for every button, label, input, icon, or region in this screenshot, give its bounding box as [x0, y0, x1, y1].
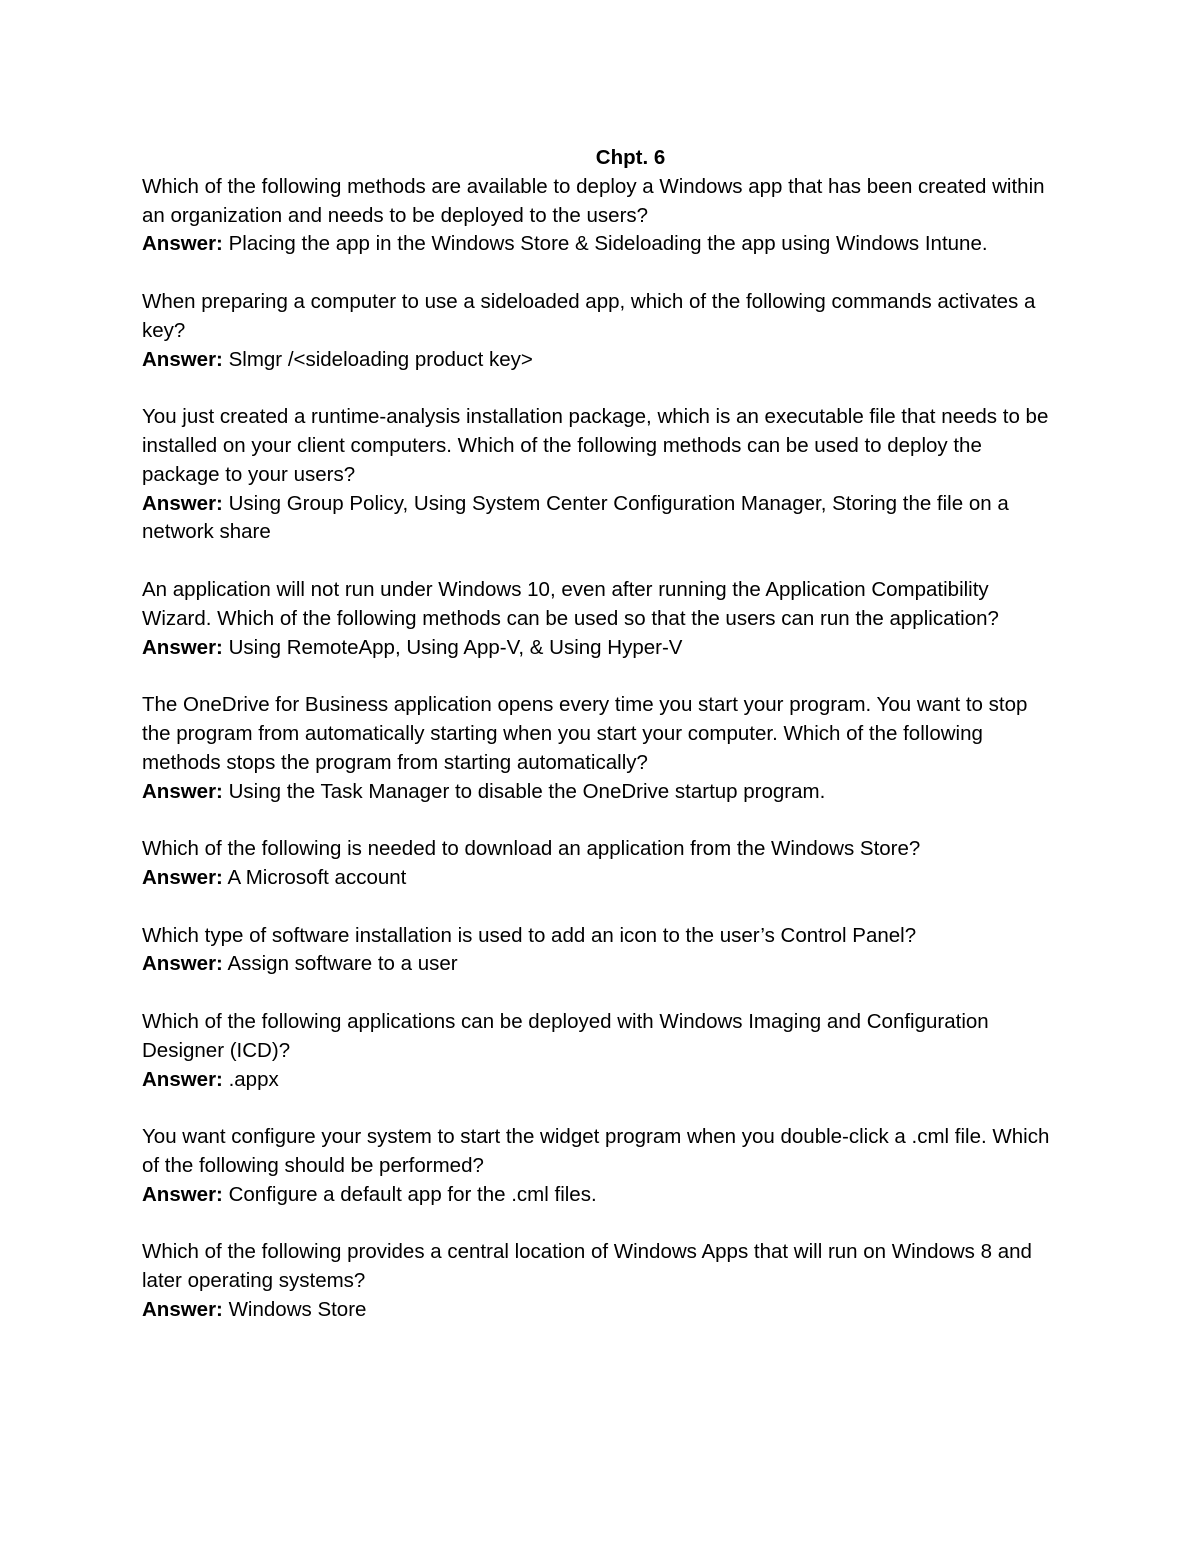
answer-label: Answer: — [142, 1067, 223, 1091]
answer-line — [142, 864, 1057, 893]
answer-label: Answer: — [142, 635, 223, 659]
document-body — [142, 144, 1057, 1353]
answer-text: Using the Task Manager to disable the OneDrive startup program. — [222, 779, 826, 803]
question-text: When preparing a computer to use a sideloaded app, which of the following commands activates a key? — [142, 289, 1036, 342]
question-text: An application will not run under Windows 10, even after running the Application Compatibility Wizard. Which of the following methods can be used so that the users can run the application? — [142, 577, 999, 630]
question-text: You want configure your system to start the widget program when you double-click a .cml file. Which of the following should be performed? — [142, 1125, 1050, 1177]
question-text: You just created a runtime-analysis installation package, which is an executable file that needs to be installed on your client computers. Which of the following methods can be used to deploy the package to your users? — [142, 405, 1049, 486]
answer-line — [142, 1296, 1057, 1325]
answer-text: Using Group Policy, Using System Center Configuration Manager, Storing the file on a network share — [142, 491, 1009, 544]
answer-line — [142, 1066, 1057, 1095]
answer-text: Placing the app in the Windows Store & Sideloading the app using Windows Intune. — [222, 232, 988, 256]
answer-text: A Microsoft account — [222, 865, 407, 889]
answer-label: Answer: — [142, 779, 223, 803]
answer-line — [142, 634, 1057, 663]
answer-line — [142, 950, 1057, 979]
answer-line — [142, 490, 1057, 548]
answer-label: Answer: — [142, 347, 223, 371]
answer-line — [142, 230, 1057, 259]
qa-item-5 — [142, 691, 1057, 806]
question-text: Which of the following applications can be deployed with Windows Imaging and Configuration Designer (ICD)? — [142, 1009, 989, 1062]
qa-item-7 — [142, 922, 1057, 980]
qa-item-4 — [142, 576, 1057, 662]
question-text: Which of the following methods are available to deploy a Windows app that has been created within an organization and needs to be deployed to the users? — [142, 174, 1045, 227]
answer-label: Answer: — [142, 865, 223, 889]
answer-text: Using RemoteApp, Using App-V, & Using Hyper-V — [222, 635, 683, 659]
question-text: The OneDrive for Business application opens every time you start your program. You want to stop the program from automatically starting when you start your computer. Which of the following methods stops the program from starting automatically? — [142, 693, 1028, 774]
qa-item-6 — [142, 835, 1057, 893]
question-text: Which type of software installation is used to add an icon to the user’s Control Panel? — [142, 923, 917, 947]
answer-text: Assign software to a user — [222, 952, 458, 976]
answer-line — [142, 1181, 1057, 1210]
qa-item-10 — [142, 1238, 1057, 1324]
answer-text: Configure a default app for the .cml files. — [222, 1182, 597, 1206]
question-text: Which of the following is needed to download an application from the Windows Store? — [142, 837, 921, 861]
qa-item-9 — [142, 1123, 1057, 1209]
question-text: Which of the following provides a central location of Windows Apps that will run on Windows 8 and later operating systems? — [142, 1240, 1032, 1293]
answer-label: Answer: — [142, 491, 223, 515]
answer-label: Answer: — [142, 1297, 223, 1321]
qa-item-2 — [142, 288, 1057, 374]
answer-label: Answer: — [142, 952, 223, 976]
page-title: Chpt. 6 — [595, 146, 666, 169]
qa-item-3 — [142, 403, 1057, 547]
qa-item-1 — [142, 173, 1057, 259]
answer-line — [142, 778, 1057, 807]
answer-text: Windows Store — [222, 1297, 367, 1321]
answer-label: Answer: — [142, 232, 223, 256]
answer-line — [142, 346, 1057, 375]
answer-text: Slmgr /<sideloading product key> — [222, 347, 533, 371]
answer-label: Answer: — [142, 1182, 223, 1206]
answer-text: .appx — [222, 1067, 279, 1091]
qa-item-8 — [142, 1008, 1057, 1094]
